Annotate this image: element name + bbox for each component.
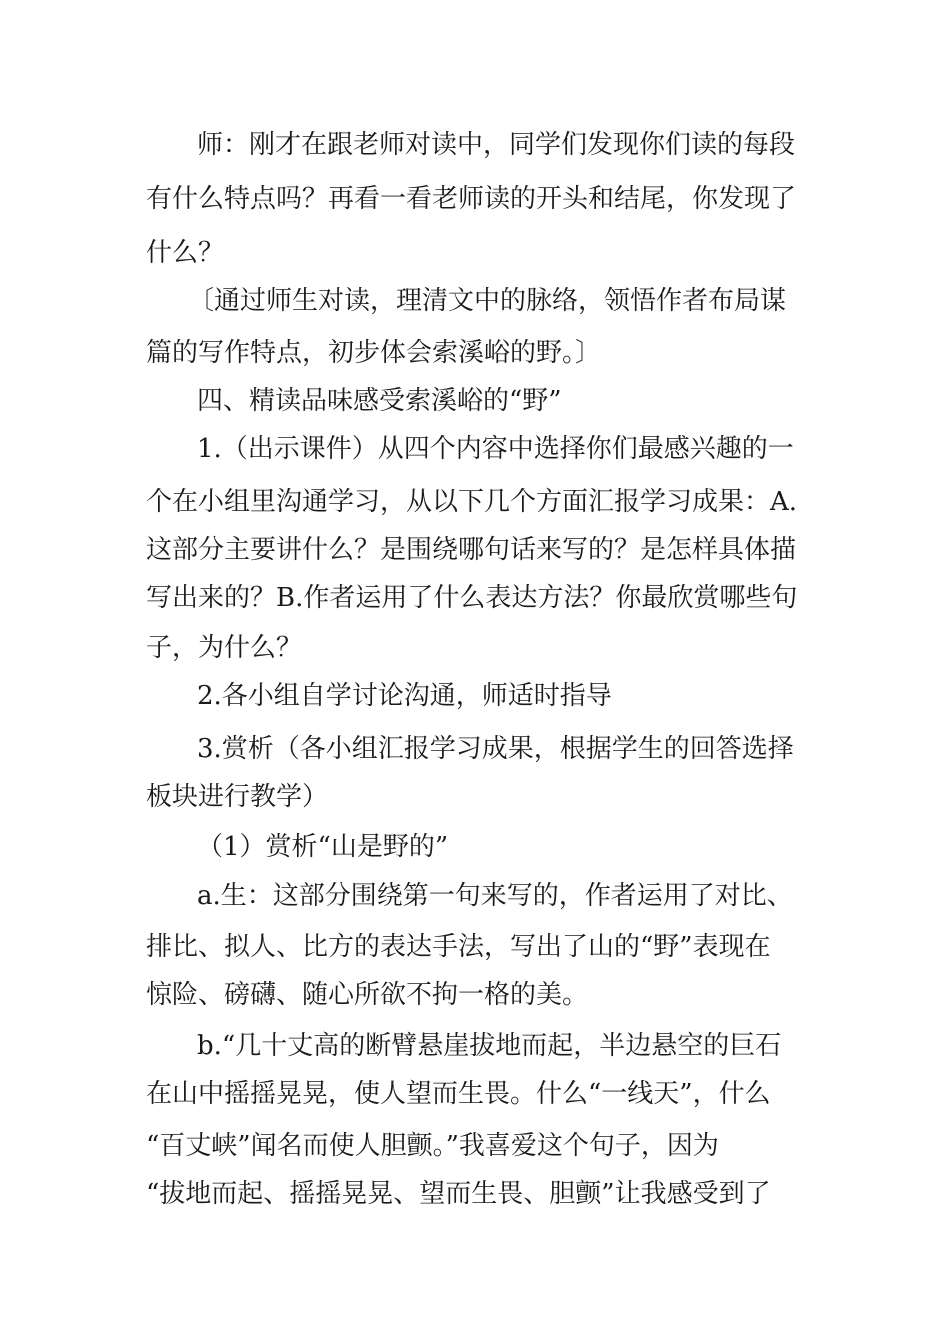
text-line: 子，为什么？ [146,633,303,663]
text-line: “拔地而起、摇摇晃晃、望而生畏、胆颤”让我感受到了 [146,1179,771,1209]
text-line: 1.（出示课件）从四个内容中选择你们最感兴趣的一 [197,434,794,464]
text-line: 〔通过师生对读，理清文中的脉络，领悟作者布局谋 [188,286,787,316]
text-line: 篇的写作特点，初步体会索溪峪的野。〕 [146,338,602,368]
text-line: 2.各小组自学讨论沟通，师适时指导 [197,681,612,711]
text-line: 什么？ [146,238,225,268]
text-line: 写出来的？B.作者运用了什么表达方法？你最欣赏哪些句 [146,583,798,613]
text-line: 板块进行教学） [146,782,329,812]
text-line: （1）赏析“山是野的” [197,832,449,862]
text-line: a.生：这部分围绕第一句来写的，作者运用了对比、 [197,881,793,911]
text-line: 个在小组里沟通学习，从以下几个方面汇报学习成果：A. [146,487,798,517]
text-line: 师：刚才在跟老师对读中，同学们发现你们读的每段 [197,130,796,160]
text-line: 排比、拟人、比方的表达手法，写出了山的“野”表现在 [146,932,771,962]
text-line: 有什么特点吗？再看一看老师读的开头和结尾，你发现了 [146,184,797,214]
text-line: 这部分主要讲什么？是围绕哪句话来写的？是怎样具体描 [146,535,797,565]
text-line: 惊险、磅礴、随心所欲不拘一格的美。 [146,980,589,1010]
text-line: b.“几十丈高的断臂悬崖拔地而起，半边悬空的巨石 [197,1031,782,1061]
text-line: “百丈峡”闻名而使人胆颤。”我喜爱这个句子，因为 [146,1131,719,1161]
text-line: 四、精读品味感受索溪峪的“野” [197,386,562,416]
text-line: 3.赏析（各小组汇报学习成果，根据学生的回答选择 [197,734,794,764]
text-line: 在山中摇摇晃晃，使人望而生畏。什么“一线天”，什么 [146,1079,771,1109]
